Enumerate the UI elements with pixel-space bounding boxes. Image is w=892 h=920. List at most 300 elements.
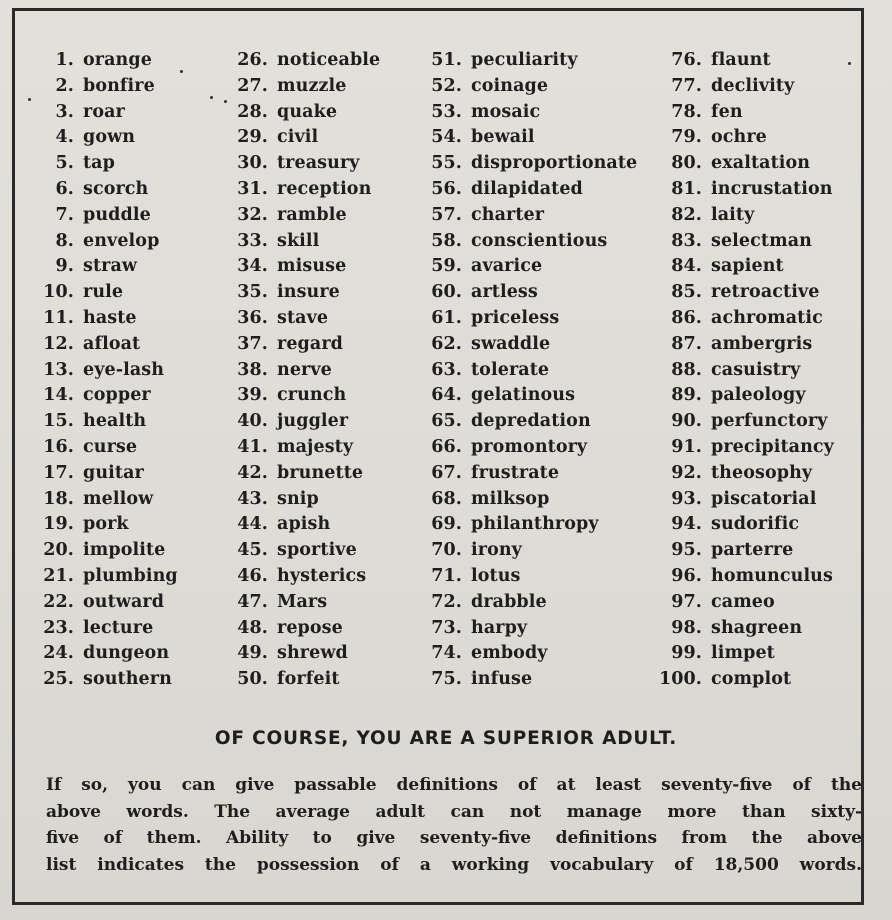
word-number: 40. — [237, 411, 268, 432]
word-text: envelop — [83, 230, 160, 251]
word-entry — [658, 667, 834, 693]
word-number: 41. — [237, 436, 268, 457]
word-text: repose — [277, 617, 343, 638]
word-text: nerve — [277, 359, 332, 380]
word-text: lecture — [83, 617, 154, 638]
word-entry — [42, 487, 178, 513]
word-entry — [230, 616, 380, 642]
word-entry — [230, 383, 380, 409]
word-number: 42. — [237, 462, 268, 483]
word-number: 6. — [55, 178, 74, 199]
word-entry — [42, 254, 178, 280]
word-number: 89. — [671, 385, 702, 406]
word-text: dilapidated — [471, 178, 583, 199]
word-entry — [658, 538, 834, 564]
word-entry — [42, 48, 178, 74]
word-text: civil — [277, 127, 319, 148]
word-entry — [230, 487, 380, 513]
word-number: 97. — [671, 591, 702, 612]
paragraph-line: above words. The average adult can not manage more than sixty- — [46, 801, 862, 822]
word-entry — [42, 151, 178, 177]
word-text: infuse — [471, 669, 533, 690]
word-entry — [42, 125, 178, 151]
word-entry — [230, 590, 380, 616]
word-entry — [424, 280, 637, 306]
word-number: 65. — [431, 411, 462, 432]
word-text: coinage — [471, 75, 549, 96]
word-number: 100. — [658, 669, 702, 690]
word-entry — [42, 461, 178, 487]
word-entry — [42, 280, 178, 306]
word-entry — [658, 512, 834, 538]
word-entry — [230, 125, 380, 151]
word-text: crunch — [277, 385, 347, 406]
word-number: 70. — [431, 540, 462, 561]
word-text: puddle — [83, 204, 151, 225]
word-entry — [424, 538, 637, 564]
word-text: quake — [277, 101, 338, 122]
print-speck — [28, 98, 31, 101]
word-number: 37. — [237, 333, 268, 354]
word-text: incrustation — [711, 178, 833, 199]
word-entry — [424, 435, 637, 461]
explanation-paragraph — [46, 772, 862, 878]
word-text: cameo — [711, 591, 775, 612]
word-text: retroactive — [711, 282, 820, 303]
word-entry — [424, 358, 637, 384]
word-number: 45. — [237, 540, 268, 561]
word-entry — [424, 564, 637, 590]
word-text: tap — [83, 153, 115, 174]
word-number: 61. — [431, 307, 462, 328]
word-text: charter — [471, 204, 545, 225]
word-entry — [230, 151, 380, 177]
word-entry — [424, 177, 637, 203]
word-text: gelatinous — [471, 385, 576, 406]
word-number: 13. — [43, 359, 74, 380]
word-text: brunette — [277, 462, 364, 483]
word-entry — [658, 306, 834, 332]
word-number: 60. — [431, 282, 462, 303]
word-number: 77. — [671, 75, 702, 96]
word-entry — [42, 177, 178, 203]
word-number: 21. — [43, 565, 74, 586]
word-entry — [42, 641, 178, 667]
word-entry — [42, 100, 178, 126]
word-text: avarice — [471, 256, 543, 277]
word-number: 99. — [671, 643, 702, 664]
word-number: 80. — [671, 153, 702, 174]
word-number: 14. — [43, 385, 74, 406]
word-column-2 — [230, 48, 380, 693]
word-entry — [658, 229, 834, 255]
word-text: limpet — [711, 643, 775, 664]
word-text: plumbing — [83, 565, 178, 586]
word-entry — [658, 435, 834, 461]
word-text: straw — [83, 256, 138, 277]
word-entry — [658, 590, 834, 616]
word-number: 58. — [431, 230, 462, 251]
word-number: 4. — [55, 127, 74, 148]
word-number: 74. — [431, 643, 462, 664]
word-text: rule — [83, 282, 124, 303]
print-speck — [210, 96, 213, 99]
word-text: homunculus — [711, 565, 833, 586]
word-number: 23. — [43, 617, 74, 638]
word-number: 94. — [671, 514, 702, 535]
word-number: 39. — [237, 385, 268, 406]
paragraph-line: list indicates the possession of a working vocabulary of 18,500 words. — [46, 854, 862, 875]
word-number: 76. — [671, 50, 702, 70]
word-entry — [230, 512, 380, 538]
word-entry — [424, 616, 637, 642]
word-number: 27. — [237, 75, 268, 96]
word-number: 7. — [55, 204, 74, 225]
word-entry — [658, 358, 834, 384]
word-entry — [658, 48, 834, 74]
word-number: 59. — [431, 256, 462, 277]
word-text: Mars — [277, 591, 328, 612]
word-number: 9. — [55, 256, 74, 277]
word-entry — [230, 74, 380, 100]
word-column-4 — [658, 48, 834, 693]
word-number: 25. — [43, 669, 74, 690]
word-entry — [658, 203, 834, 229]
word-number: 22. — [43, 591, 74, 612]
word-entry — [424, 409, 637, 435]
word-number: 36. — [237, 307, 268, 328]
word-text: parterre — [711, 540, 794, 561]
word-number: 54. — [431, 127, 462, 148]
word-entry — [424, 487, 637, 513]
word-number: 32. — [237, 204, 268, 225]
word-number: 18. — [43, 488, 74, 509]
word-text: irony — [471, 540, 522, 561]
word-entry — [658, 383, 834, 409]
word-text: forfeit — [277, 669, 340, 690]
word-text: disproportionate — [471, 153, 638, 174]
word-text: precipitancy — [711, 436, 834, 457]
word-text: muzzle — [277, 75, 347, 96]
word-number: 47. — [237, 591, 268, 612]
word-text: promontory — [471, 436, 588, 457]
word-entry — [42, 564, 178, 590]
word-text: stave — [277, 307, 329, 328]
word-number: 56. — [431, 178, 462, 199]
word-text: copper — [83, 385, 151, 406]
word-number: 11. — [43, 307, 74, 328]
word-text: hysterics — [277, 565, 367, 586]
word-entry — [230, 229, 380, 255]
word-text: skill — [277, 230, 320, 251]
word-number: 30. — [237, 153, 268, 174]
word-text: ramble — [277, 204, 347, 225]
word-number: 67. — [431, 462, 462, 483]
word-entry — [424, 254, 637, 280]
word-number: 10. — [43, 282, 74, 303]
word-text: pork — [83, 514, 129, 535]
word-number: 28. — [237, 101, 268, 122]
word-text: bewail — [471, 127, 535, 148]
word-entry — [42, 590, 178, 616]
word-text: flaunt — [711, 50, 771, 70]
word-text: fen — [711, 101, 743, 122]
print-speck — [180, 70, 183, 73]
word-text: bonfire — [83, 75, 155, 96]
word-entry — [658, 100, 834, 126]
word-text: philanthropy — [471, 514, 599, 535]
word-entry — [230, 100, 380, 126]
word-text: exaltation — [711, 153, 811, 174]
word-text: majesty — [277, 436, 354, 457]
word-text: swaddle — [471, 333, 551, 354]
word-number: 50. — [237, 669, 268, 690]
word-entry — [658, 254, 834, 280]
word-entry — [658, 564, 834, 590]
word-number: 71. — [431, 565, 462, 586]
word-text: theosophy — [711, 462, 813, 483]
word-entry — [424, 74, 637, 100]
word-number: 1. — [55, 50, 74, 70]
word-number: 53. — [431, 101, 462, 122]
word-number: 38. — [237, 359, 268, 380]
word-number: 62. — [431, 333, 462, 354]
word-entry — [42, 667, 178, 693]
word-text: embody — [471, 643, 548, 664]
word-text: ochre — [711, 127, 767, 148]
word-entry — [42, 203, 178, 229]
word-text: health — [83, 411, 147, 432]
word-entry — [230, 667, 380, 693]
word-entry — [42, 538, 178, 564]
word-number: 68. — [431, 488, 462, 509]
word-text: eye-lash — [83, 359, 165, 380]
word-entry — [424, 383, 637, 409]
word-text: misuse — [277, 256, 347, 277]
word-entry — [230, 48, 380, 74]
word-number: 31. — [237, 178, 268, 199]
word-entry — [424, 100, 637, 126]
word-text: conscientious — [471, 230, 608, 251]
word-text: regard — [277, 333, 343, 354]
word-entry — [42, 616, 178, 642]
word-text: mosaic — [471, 101, 541, 122]
word-text: declivity — [711, 75, 795, 96]
word-number: 43. — [237, 488, 268, 509]
word-text: milksop — [471, 488, 550, 509]
word-entry — [42, 409, 178, 435]
word-entry — [230, 564, 380, 590]
vocabulary-word-list — [42, 48, 862, 693]
word-text: ambergris — [711, 333, 813, 354]
word-column-3 — [424, 48, 637, 693]
word-entry — [42, 74, 178, 100]
word-entry — [42, 358, 178, 384]
paragraph-line: If so, you can give passable definitions of at least seventy-five of the — [46, 775, 862, 795]
word-number: 87. — [671, 333, 702, 354]
word-text: guitar — [83, 462, 144, 483]
word-number: 91. — [671, 436, 702, 457]
word-number: 46. — [237, 565, 268, 586]
word-text: apish — [277, 514, 331, 535]
word-text: frustrate — [471, 462, 560, 483]
word-text: outward — [83, 591, 165, 612]
word-entry — [424, 590, 637, 616]
word-entry — [658, 74, 834, 100]
word-text: laity — [711, 204, 755, 225]
word-number: 3. — [55, 101, 74, 122]
word-number: 52. — [431, 75, 462, 96]
word-text: mellow — [83, 488, 154, 509]
word-number: 75. — [431, 669, 462, 690]
word-entry — [230, 538, 380, 564]
word-entry — [42, 435, 178, 461]
word-number: 55. — [431, 153, 462, 174]
word-text: curse — [83, 436, 138, 457]
word-text: tolerate — [471, 359, 550, 380]
word-text: paleology — [711, 385, 806, 406]
word-number: 86. — [671, 307, 702, 328]
word-number: 83. — [671, 230, 702, 251]
word-number: 48. — [237, 617, 268, 638]
word-text: snip — [277, 488, 319, 509]
word-number: 82. — [671, 204, 702, 225]
word-number: 85. — [671, 282, 702, 303]
word-number: 16. — [43, 436, 74, 457]
word-text: drabble — [471, 591, 547, 612]
word-text: achromatic — [711, 307, 823, 328]
word-text: peculiarity — [471, 50, 578, 70]
word-text: lotus — [471, 565, 521, 586]
word-number: 12. — [43, 333, 74, 354]
word-number: 35. — [237, 282, 268, 303]
word-entry — [230, 332, 380, 358]
word-text: treasury — [277, 153, 360, 174]
word-entry — [424, 667, 637, 693]
word-number: 79. — [671, 127, 702, 148]
word-text: scorch — [83, 178, 149, 199]
word-number: 51. — [431, 50, 462, 70]
word-text: juggler — [277, 411, 349, 432]
word-number: 34. — [237, 256, 268, 277]
word-entry — [424, 48, 637, 74]
word-number: 88. — [671, 359, 702, 380]
word-number: 19. — [43, 514, 74, 535]
word-entry — [230, 177, 380, 203]
word-number: 8. — [55, 230, 74, 251]
word-entry — [424, 512, 637, 538]
word-number: 81. — [671, 178, 702, 199]
word-entry — [658, 280, 834, 306]
word-entry — [424, 203, 637, 229]
word-entry — [42, 229, 178, 255]
word-text: haste — [83, 307, 137, 328]
word-entry — [424, 461, 637, 487]
word-text: noticeable — [277, 50, 381, 70]
word-number: 57. — [431, 204, 462, 225]
word-text: reception — [277, 178, 372, 199]
word-entry — [424, 641, 637, 667]
word-text: complot — [711, 669, 792, 690]
print-speck — [224, 100, 227, 103]
word-number: 2. — [55, 75, 74, 96]
word-entry — [424, 125, 637, 151]
word-text: harpy — [471, 617, 528, 638]
word-number: 5. — [55, 153, 74, 174]
word-number: 49. — [237, 643, 268, 664]
word-entry — [658, 409, 834, 435]
word-entry — [658, 487, 834, 513]
word-entry — [230, 358, 380, 384]
word-text: sudorific — [711, 514, 800, 535]
word-entry — [230, 203, 380, 229]
word-text: artless — [471, 282, 538, 303]
word-entry — [658, 616, 834, 642]
word-text: southern — [83, 669, 172, 690]
word-entry — [658, 177, 834, 203]
word-entry — [42, 383, 178, 409]
word-number: 44. — [237, 514, 268, 535]
word-entry — [424, 332, 637, 358]
word-text: shagreen — [711, 617, 803, 638]
word-entry — [230, 254, 380, 280]
word-number: 66. — [431, 436, 462, 457]
word-entry — [42, 306, 178, 332]
word-number: 69. — [431, 514, 462, 535]
word-text: priceless — [471, 307, 560, 328]
word-text: dungeon — [83, 643, 170, 664]
word-number: 64. — [431, 385, 462, 406]
word-entry — [424, 306, 637, 332]
word-entry — [658, 332, 834, 358]
word-number: 95. — [671, 540, 702, 561]
word-text: casuistry — [711, 359, 801, 380]
section-heading: OF COURSE, YOU ARE A SUPERIOR ADULT. — [214, 728, 678, 749]
word-text: selectman — [711, 230, 812, 251]
word-number: 24. — [43, 643, 74, 664]
word-text: roar — [83, 101, 125, 122]
word-number: 84. — [671, 256, 702, 277]
paragraph-line: five of them. Ability to give seventy-five definitions from the above — [46, 828, 862, 848]
word-number: 33. — [237, 230, 268, 251]
word-text: sapient — [711, 256, 784, 277]
word-number: 20. — [43, 540, 74, 561]
word-text: orange — [83, 50, 152, 70]
word-entry — [42, 332, 178, 358]
word-number: 90. — [671, 411, 702, 432]
word-text: sportive — [277, 540, 357, 561]
word-text: depredation — [471, 411, 591, 432]
word-entry — [230, 461, 380, 487]
print-speck — [848, 62, 851, 65]
word-number: 63. — [431, 359, 462, 380]
word-entry — [230, 409, 380, 435]
word-text: afloat — [83, 333, 141, 354]
word-number: 15. — [43, 411, 74, 432]
word-text: shrewd — [277, 643, 348, 664]
word-entry — [658, 641, 834, 667]
word-number: 93. — [671, 488, 702, 509]
word-entry — [230, 435, 380, 461]
word-entry — [424, 151, 637, 177]
word-entry — [230, 280, 380, 306]
word-entry — [658, 151, 834, 177]
word-number: 92. — [671, 462, 702, 483]
word-entry — [230, 306, 380, 332]
word-text: gown — [83, 127, 136, 148]
word-entry — [658, 125, 834, 151]
word-number: 29. — [237, 127, 268, 148]
